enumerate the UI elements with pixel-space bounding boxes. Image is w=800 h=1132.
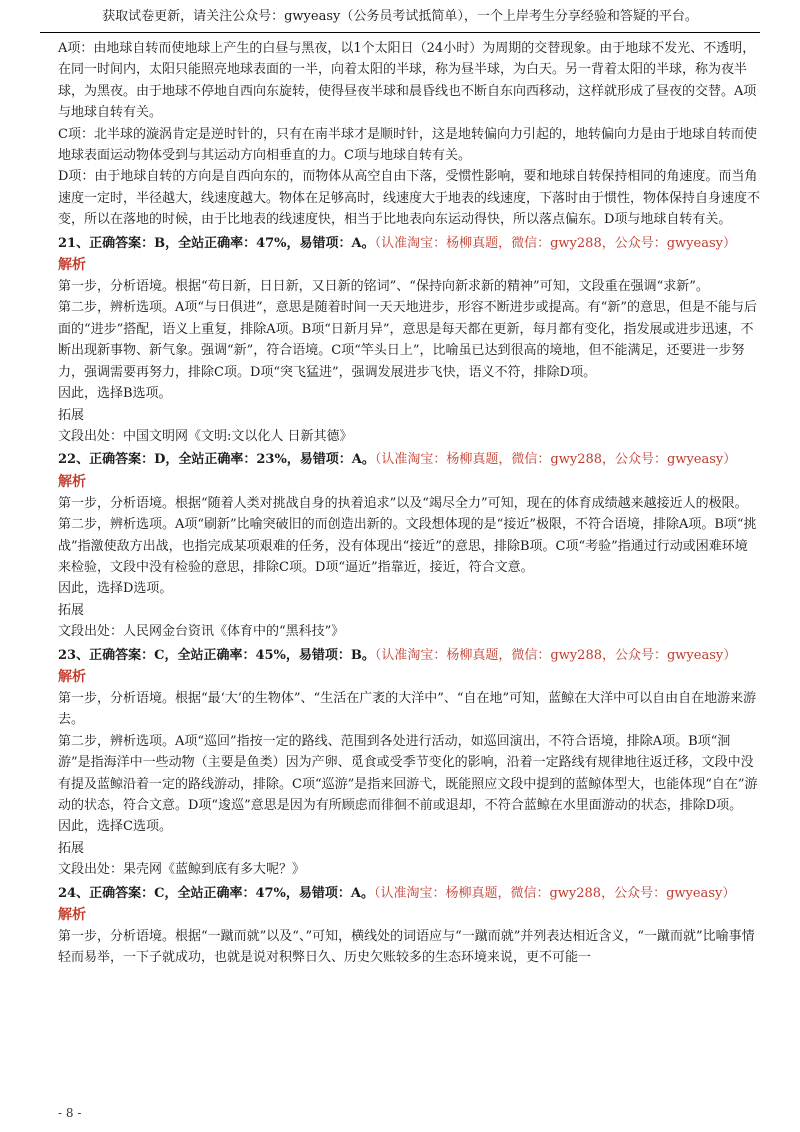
answer-line (58, 233, 760, 254)
page-header: 获取试卷更新，请关注公众号：gwyeasy（公务员考试抵简单），一个上岸考生分享经验和答疑的平台。 (102, 9, 698, 24)
answer-label: 21、正确答案：B，全站正确率：47%，易错项：A。 (58, 235, 375, 251)
analysis-paragraph: 第二步，辨析选项。A项“刷新”比喻突破旧的而创造出新的。文段想体现的是“接近”极限，不符合语境，排除A项。B项“挑战”指激使敌方出战，也指完成某项艰难的任务，没有体现出“接近”的意思，排除B项。C项“考验”指通过行动或困难环境来检验，文段中没有检验的意思，排除C项。D项“逼近”指靠近，接近，符合文意。 (58, 517, 757, 575)
analysis-paragraph: 第一步，分析语境。根据“一蹴而就”以及“、”可知，横线处的词语应与“一蹴而就”并列表达相近含义，“一蹴而就”比喻事情轻而易举，一下子就成功，也就是说对积弊日久、历史欠账较多的生态环境来说，更不可能一 (58, 929, 755, 966)
analysis-paragraph: 第二步，辨析选项。A项“与日俱进”，意思是随着时间一天天地进步，形容不断进步或提高。有“新”的意思，但是不能与后面的“进步”搭配，语义上重复，排除A项。B项“日新月异”，意思是每天都在更新，每月都有变化，指发展或进步迅速，不断出现新事物、新气象。强调“新”，符合语境。C项“竿头日上”，比喻虽已达到很高的境地，但不能满足，还要进一步努力，强调需要再努力，排除C项。D项“突飞猛进”，强调发展进步飞快，语义不符，排除D项。 (58, 300, 757, 380)
promo-text: （认准淘宝：杨柳真题，微信：gwy288，公众号：gwyeasy） (374, 235, 736, 251)
intro-paragraph: D项：由于地球自转的方向是自西向东的，而物体从高空自由下落，受惯性影响，要和地球自转保持相同的角速度。而当角速度一定时，半径越大，线速度越大。物体在足够高时，线速度大于地表的线速度，下落时由于惯性，物体保持自身速度不变，所以在落地的时候，由于比地表的线速度快，相当于比地表向东运动得快，所以落点偏东。D项与地球自转有关。 (58, 169, 761, 228)
promo-text: （认准淘宝：杨柳真题，微信：gwy288，公众号：gwyeasy） (374, 452, 737, 468)
analysis-title: 解析 (58, 257, 86, 274)
answer-line (58, 645, 760, 666)
analysis-paragraph: 第一步，分析语境。根据“最‘大’的生物体”、“生活在广袤的大洋中”、“自在地”可知，蓝鲸在大洋中可以自由自在地游来游去。 (58, 690, 757, 728)
header-divider (40, 32, 760, 33)
analysis-paragraph: 因此，选择C选项。 (58, 819, 172, 835)
analysis-title: 解析 (58, 907, 86, 924)
analysis-title: 解析 (58, 668, 86, 685)
extension-title: 拓展 (58, 602, 85, 618)
answer-line (58, 883, 760, 904)
intro-paragraph: C项：北半球的漩涡肯定是逆时针的，只有在南半球才是顺时针，这是地转偏向力引起的，地转偏向力是由于地球自转而使地球表面运动物体受到与其运动方向相垂直的力。C项与地球自转有关。 (58, 126, 757, 164)
answer-label: 24、正确答案：C，全站正确率：47%，易错项：A。 (58, 885, 374, 901)
promo-text: （认准淘宝：杨柳真题，微信：gwy288，公众号：gwyeasy） (374, 647, 737, 663)
analysis-paragraph: 因此，选择D选项。 (58, 581, 173, 597)
answer-label: 22、正确答案：D，全站正确率：23%，易错项：A。 (58, 452, 375, 468)
intro-paragraph: A项：由地球自转而使地球上产生的白昼与黑夜，以1个太阳日（24小时）为周期的交替现象。由于地球不发光、不透明，在同一时间内，太阳只能照亮地球表面的一半，向着太阳的半球，称为昼半球，为白天。另一背着太阳的半球，称为夜半球，为黑夜。由于地球不停地自西向东旋转，使得昼夜半球和晨昏线也不断自东向西移动，这样就形成了昼夜的交替。A项与地球自转有关。 (58, 41, 757, 121)
answer-line (58, 449, 760, 470)
source-line: 文段出处：中国文明网《文明:文以化人 日新其德》 (58, 428, 353, 444)
source-line: 文段出处：果壳网《蓝鲸到底有多大呢？》 (58, 862, 306, 878)
answer-label: 23、正确答案：C，全站正确率：45%，易错项：B。 (58, 647, 375, 663)
analysis-title: 解析 (58, 473, 86, 490)
analysis-paragraph: 第一步，分析语境。根据“苟日新，日日新，又日新的铭词”、“保持向新求新的精神”可知，文段重在强调“求新”。 (58, 279, 709, 295)
page-number: - 8 - (58, 1106, 82, 1120)
extension-title: 拓展 (58, 840, 85, 856)
analysis-paragraph: 第一步，分析语境。根据“随着人类对挑战自身的执着追求”以及“竭尽全力”可知，现在的体育成绩越来越接近人的极限。 (58, 495, 748, 511)
extension-title: 拓展 (58, 407, 85, 423)
analysis-paragraph: 因此，选择B选项。 (58, 386, 172, 402)
source-line: 文段出处：人民网金台资讯《体育中的“黑科技”》 (58, 624, 345, 640)
promo-text: （认准淘宝：杨柳真题，微信：gwy288，公众号：gwyeasy） (373, 885, 736, 901)
analysis-paragraph: 第二步，辨析选项。A项“巡回”指按一定的路线、范围到各处进行活动，如巡回演出，不符合语境，排除A项。B项“洄游”是指海洋中一些动物（主要是鱼类）因为产卵、觅食或受季节变化的影响，沿着一定路线有规律地往返迁移，文段中没有提及蓝鲸沿着一定的路线游动，排除。C项“巡游”是指来回游弋，既能照应文段中提到的蓝鲸体型大，也能体现“自在”游动的状态，符合文意。D项“逡巡”意思是因为有所顾虑而徘徊不前或退却，不符合蓝鲸在水里面游动的状态，排除D项。 (58, 733, 758, 813)
document-body (58, 38, 760, 969)
